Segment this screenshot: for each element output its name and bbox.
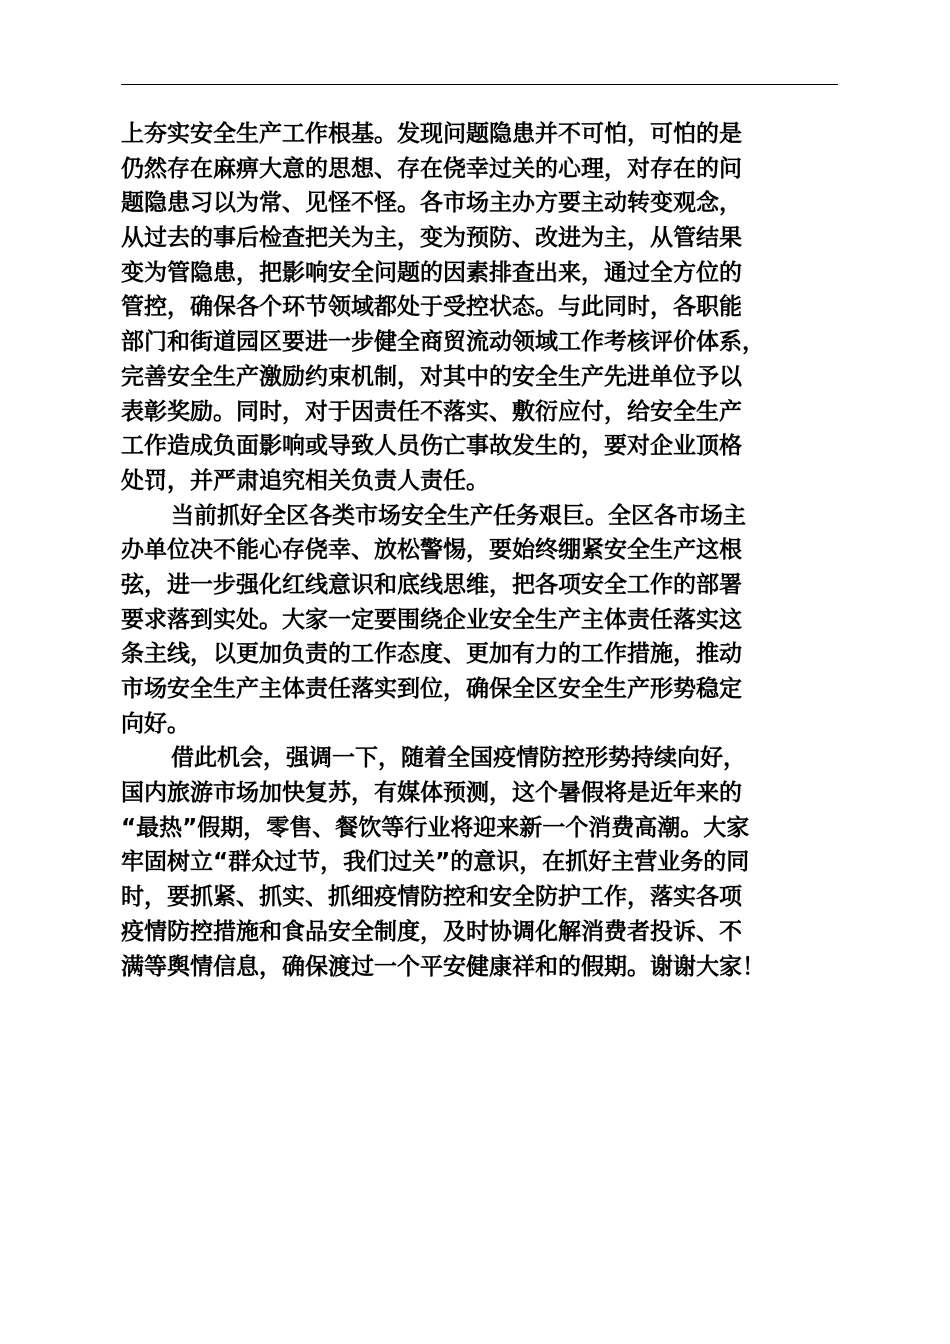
text-line: 向好。 — [121, 710, 190, 737]
text-line: 表彰奖励。同时，对于因责任不落实、敷衍应付，给安全生产 — [121, 398, 742, 425]
text-line: 借此机会，强调一下，随着全国疫情防控形势持续向好， — [171, 745, 746, 772]
text-line: 国内旅游市场加快复苏，有媒体预测，这个暑假将是近年来的 — [121, 780, 742, 807]
text-line: 从过去的事后检查把关为主，变为预防、改进为主，从管结果 — [121, 225, 742, 252]
text-line: 完善安全生产激励约束机制，对其中的安全生产先进单位予以 — [121, 363, 742, 390]
text-line: 仍然存在麻痹大意的思想、存在侥幸过关的心理，对存在的问 — [121, 155, 742, 182]
text-line: 办单位决不能心存侥幸、放松警惕，要始终绷紧安全生产这根 — [121, 537, 742, 564]
text-line: 满等舆情信息，确保渡过一个平安健康祥和的假期。谢谢大家！ — [121, 953, 765, 980]
text-line: 部门和街道园区要进一步健全商贸流动领域工作考核评价体系， — [121, 329, 765, 356]
text-line: 牢固树立“群众过节，我们过关”的意识，在抓好主营业务的同 — [121, 849, 750, 876]
text-line: 时，要抓紧、抓实、抓细疫情防控和安全防护工作，落实各项 — [121, 884, 742, 911]
text-line: 变为管隐患，把影响安全问题的因素排查出来，通过全方位的 — [121, 259, 742, 286]
text-line: 处罚，并严肃追究相关负责人责任。 — [121, 467, 489, 494]
text-line: 市场安全生产主体责任落实到位，确保全区安全生产形势稳定 — [121, 676, 742, 702]
text-line: 当前抓好全区各类市场安全生产任务艰巨。全区各市场主 — [171, 502, 746, 529]
text-line: 工作造成负面影响或导致人员伤亡事故发生的，要对企业顶格 — [121, 433, 742, 460]
text-line: “最热”假期，零售、餐饮等行业将迎来新一个消费高潮。大家 — [121, 814, 750, 841]
document-body — [121, 117, 881, 984]
text-line: 管控，确保各个环节领域都处于受控状态。与此同时，各职能 — [121, 294, 742, 321]
paragraph-1 — [121, 117, 881, 499]
header-rule — [121, 84, 838, 85]
paragraph-2 — [121, 499, 881, 742]
text-line: 要求落到实处。大家一定要围绕企业安全生产主体责任落实这 — [121, 606, 742, 633]
text-line: 上夯实安全生产工作根基。发现问题隐患并不可怕，可怕的是 — [121, 121, 742, 147]
text-line: 题隐患习以为常、见怪不怪。各市场主办方要主动转变观念， — [121, 190, 742, 217]
paragraph-3 — [121, 741, 881, 984]
text-line: 疫情防控措施和食品安全制度，及时协调化解消费者投诉、不 — [121, 918, 742, 945]
text-line: 条主线，以更加负责的工作态度、更加有力的工作措施，推动 — [121, 641, 742, 668]
text-line: 弦，进一步强化红线意识和底线思维，把各项安全工作的部署 — [121, 571, 742, 598]
